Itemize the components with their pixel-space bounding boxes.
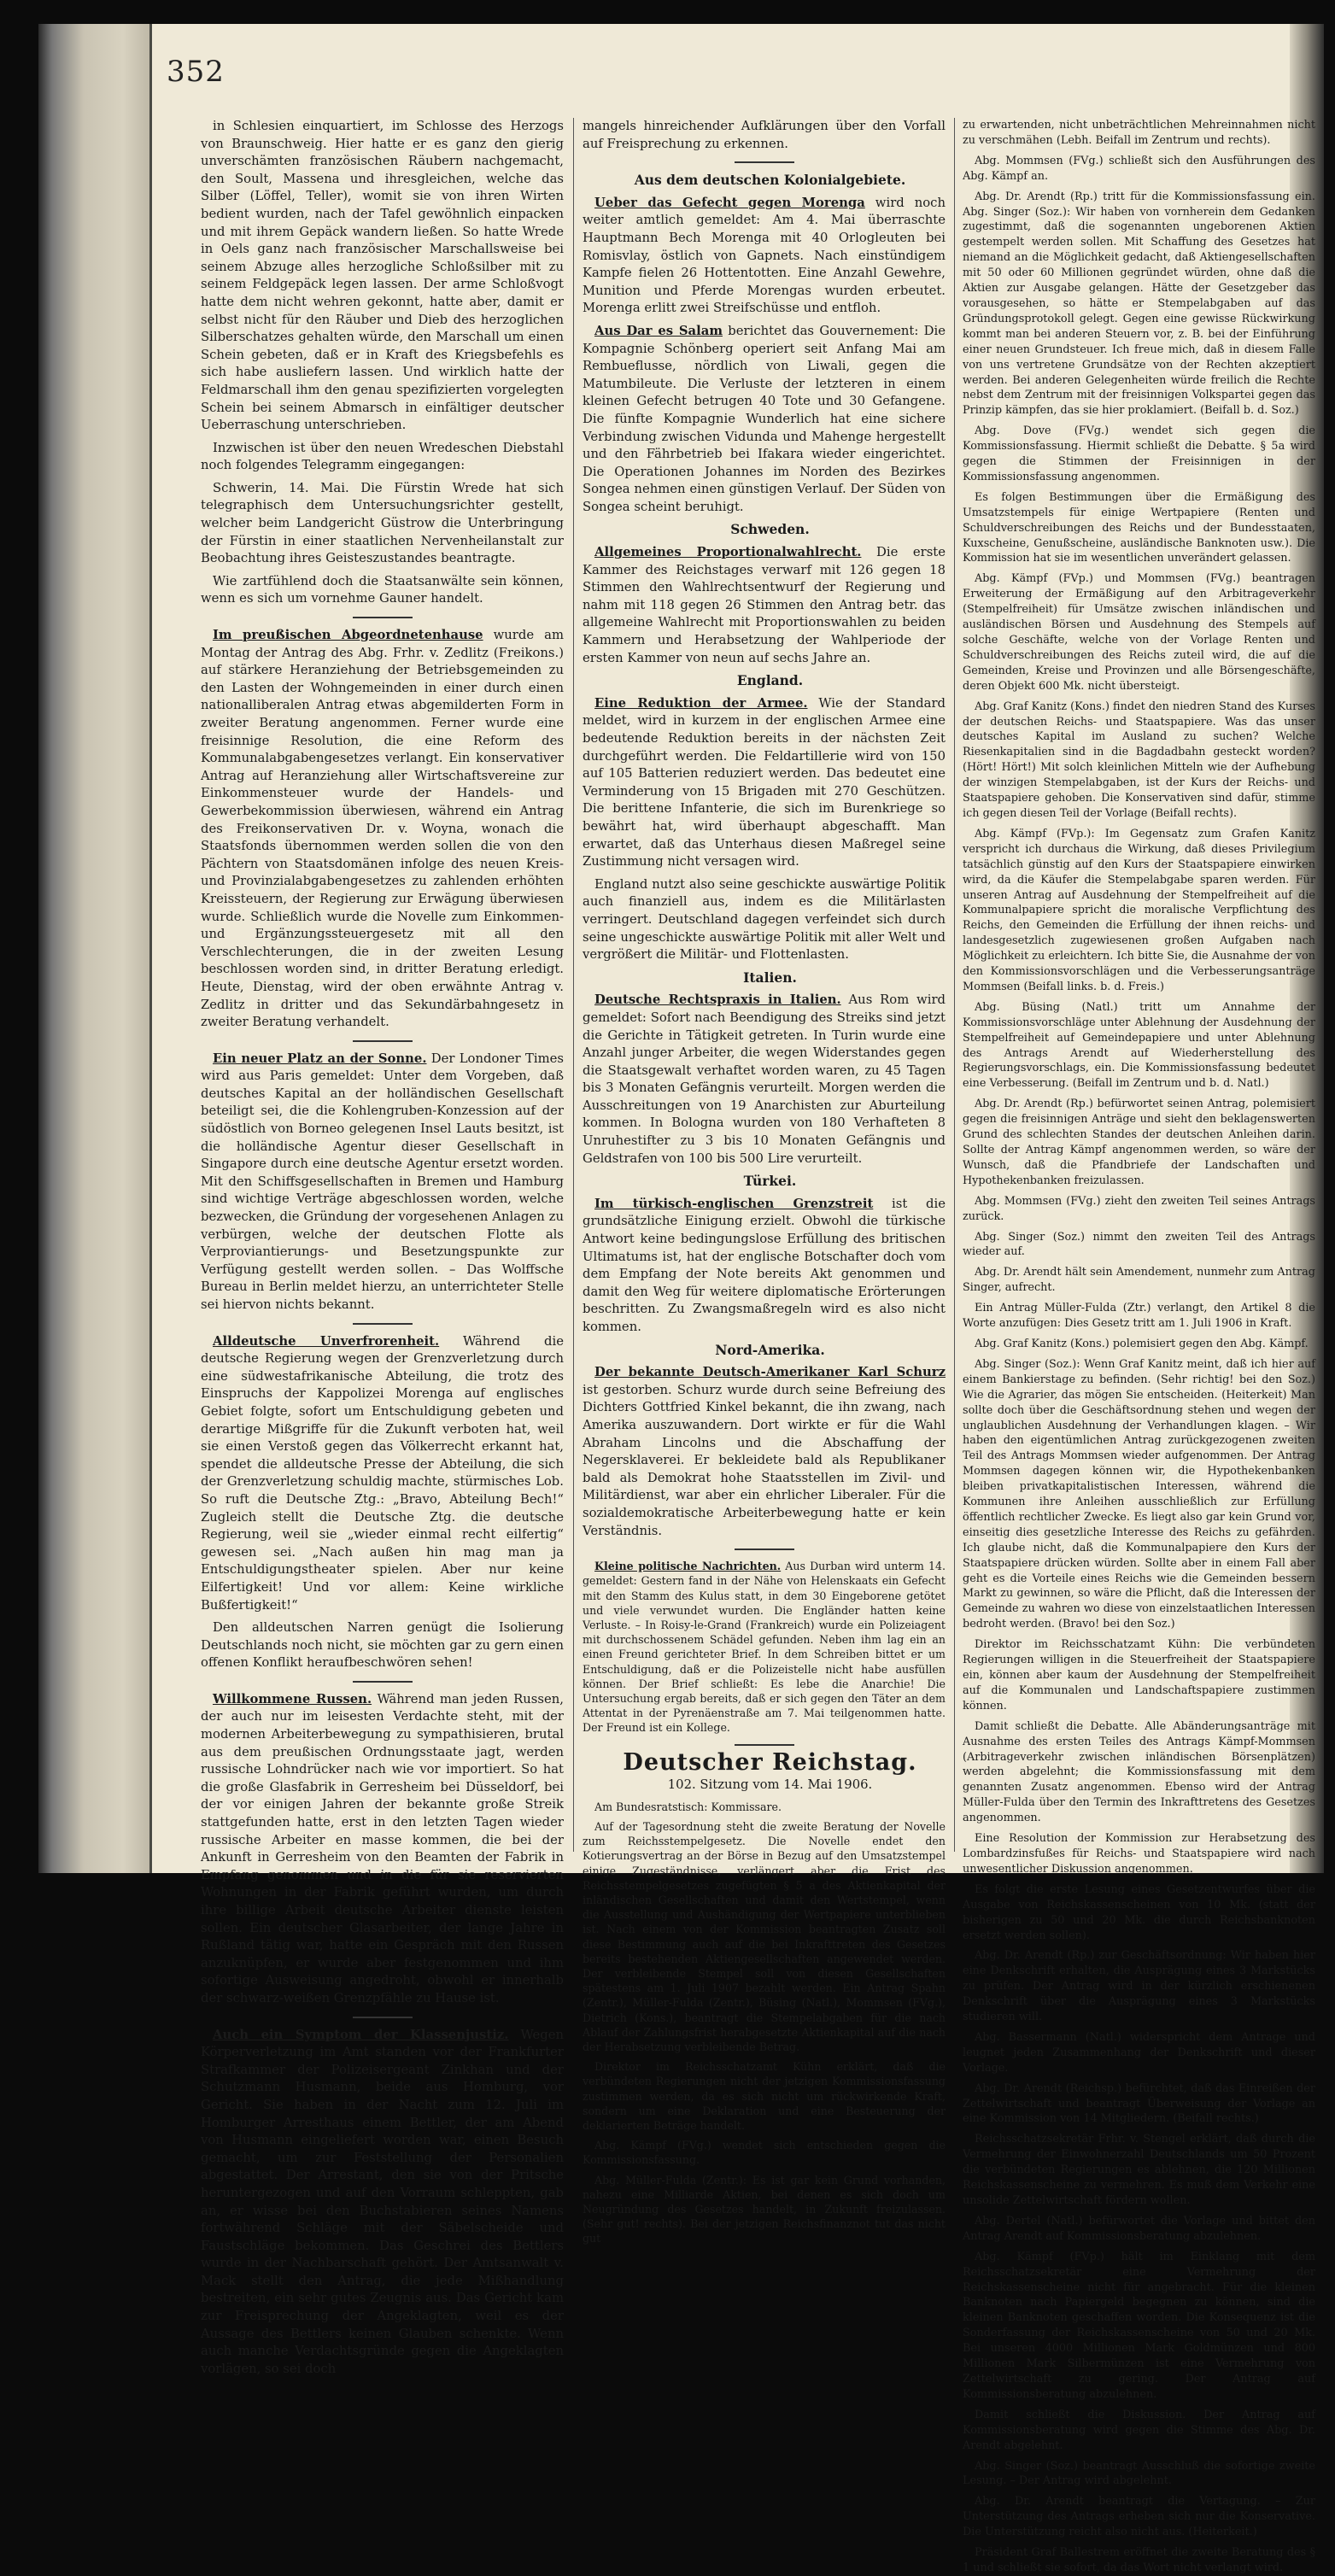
paragraph-text: Wie der Standard meldet, wird in kurzem in der englischen Armee eine bedeutende Reduktion bereits in der nächsten Zeit durchgeführt werden. Die Feldartillerie wird von 150 auf 105 Batterien reduziert werden. Das bedeutet eine Verminderung von 15 Brigaden mit 270 Geschützen. Die berittene Infanterie, die sich im Burenkriege so bewährt hat, wird überhaupt abgeschafft. Man erwartet, daß das Unterhaus diesen Maßregel seine Zustimmung nicht versagen wird.	[583, 695, 946, 869]
page-edge-line	[149, 24, 152, 1873]
article-paragraph	[963, 1831, 1315, 1877]
article-paragraph	[583, 1800, 946, 1814]
article-paragraph	[963, 1637, 1315, 1714]
paragraph-text: ist die grundsätzliche Einigung erzielt. Obwohl die türkische Antwort keine bedingungslose Erfüllung des britischen Ultimatums ist, hat der englische Botschafter doch vom dem Empfang der Note bereits Akt genommen und damit den Weg für weitere diplomatische Erörterungen beschritten. Zu Zwangsmaßregeln wird es also nicht kommen.	[583, 1196, 946, 1334]
paragraph-text: Während man jeden Russen, der auch nur im leisesten Verdachte steht, mit der modernen Arbeiterbewegung zu sympathisieren, brutal aus dem preußischen Ordnungsstaate jagt, werden russische Lohndrücker nach wie vor importiert. So hat die große Glasfabrik in Gerresheim bei Düsseldorf, bei der vor einigen Jahren der bekannte große Streik stattgefunden hatte, erst in den letzten Tagen wieder russische Arbeiter en masse kommen, die bei der Ankunft in Gerresheim von den Beamten der Fabrik in Empfang genommen und in die für sie reservierten Wohnungen in der Fabrik geführt wurden, um durch ihre billige Arbeit deutsche Arbeiter dienste leisten sollen. Ein deutscher Glasarbeiter, der lange Jahre in Rußland tätig war, hatte ein Gespräch mit den Russen anzuknüpfen, er wurde aber festgenommen und ihm sofortige Ausweisung angedroht, obwohl er innerhalb der schwarz-weißen Grenzpfähle zu Hause ist.	[201, 1691, 564, 2005]
paragraph-text: mangels hinreichender Aufklärungen über den Vorfall auf Freisprechung zu erkennen.	[583, 119, 946, 151]
paragraph-text: Abg. Singer (Soz.) nimmt den zweiten Teil des Antrags wieder auf.	[963, 1230, 1315, 1259]
paragraph-text: Die erste Kammer des Reichstages verwarf mit 126 gegen 18 Stimmen den Wahlrechtsentwurf der Regierung und nahm mit 118 gegen 26 Stimmen den Antrag betr. das allgemeine Wahlrecht mit Proportionswahlen zu beiden Kammern und Herabsetzung der Wahlperiode der ersten Kammer von neun auf sechs Jahre an.	[583, 545, 946, 665]
article-paragraph	[963, 2494, 1315, 2540]
paragraph-text: Wie zartfühlend doch die Staatsanwälte sein können, wenn es sich um vornehme Gauner handelt.	[201, 573, 564, 606]
section-separator	[353, 1681, 413, 1683]
article-paragraph	[963, 424, 1315, 485]
paragraph-text: Abg. Dr. Arendt hält sein Amendement, nunmehr zum Antrag Singer, aufrecht.	[963, 1266, 1315, 1295]
paragraph-text: Abg. Kämpf (FVg.) wendet sich entschieden gegen die Kommissionsfassung.	[583, 2139, 946, 2167]
paragraph-text: Abg. Mommsen (FVg.) schließt sich den Ausführungen des Abg. Kämpf an.	[963, 154, 1315, 183]
paragraph-text: wird noch weiter amtlich gemeldet: Am 4. Mai überraschte Hauptmann Bech Morenga mit 40 Orlogleuten bei Romisvlay, östlich von Gapnets. Nach einstündigem Kampfe fielen 26 Hottentotten. Eine Anzahl Gewehre, Munition und Pferde Morengas wurden erbeutet. Morenga erlitt zwei Streifschüsse und entfloh.	[583, 195, 946, 316]
section-separator	[353, 1040, 413, 1042]
section-separator	[353, 2017, 413, 2018]
article-paragraph	[583, 2173, 946, 2246]
article-headline: Ein neuer Platz an der Sonne.	[213, 1051, 427, 1066]
section-heading: Italien.	[743, 969, 797, 986]
article-paragraph	[201, 573, 564, 608]
paragraph-text: Abg. Singer (Soz.) beantragt Ausschluß die sofortige zweite Lesung. – Der Antrag wird abgelehnt.	[963, 2459, 1315, 2488]
paragraph-text: Den alldeutschen Narren genügt die Isolierung Deutschlands noch nicht, sie möchten gar zu gern einen offenen Konflikt heraufbeschwören sehen!	[201, 1620, 564, 1671]
page-number: 352	[167, 55, 225, 89]
column-2	[583, 118, 946, 2245]
article-paragraph	[201, 440, 564, 475]
book-spine-shadow	[38, 24, 151, 1873]
article-paragraph	[963, 2545, 1315, 2576]
article-paragraph	[963, 190, 1315, 419]
article-headline: Willkommene Russen.	[213, 1691, 372, 1707]
article-paragraph	[963, 1265, 1315, 1296]
article-headline: Eine Reduktion der Armee.	[594, 695, 808, 711]
article-paragraph	[963, 1719, 1315, 1826]
paragraph-text: Abg. Bassermann (Natl.) widerspricht dem Antrage und leugnet jeden Zusammenhang der Denkschrift und dieser Vorlage.	[963, 2030, 1315, 2075]
paragraph-text: Abg. Kämpf (FVp.) hält im Einklang mit dem Reichsschatzsekretär eine Vermehrung der Reichskassenscheine nicht für angebracht. Für die kleinen Banknoten nach Papiergeld begegnen zu können, sind die kleinen Banknoten geschaffen worden. Die Konsequenz ist die Sonderfassung der Reichskassenscheine von 50 und 20 Mk. Bei unseren 4000 Millionen Mark Goldmünzen und 800 Millionen Mark Silbermünzen ist eine Vermehrung von Zettelwirtschaft zu gering. Der Antrag auf Kommissionsberatung abzulehnen.	[963, 2250, 1315, 2401]
section-separator	[353, 617, 413, 618]
paragraph-text: Abg. Dr. Arendt (Rp.) befürwortet seinen Antrag, polemisiert gegen die freisinnigen Anträge und sieht den beklagenswerten Grund des schlechten Standes der deutschen Anleihen darin. Sollte der Antrag Kämpf angenommen werden, so wäre der Wunsch, daß die Pfandbriefe der Landschaften und Hypothekenbanken freizulassen.	[963, 1098, 1315, 1187]
article-paragraph	[963, 1337, 1315, 1352]
article-paragraph	[963, 1230, 1315, 1261]
newspaper-page	[38, 24, 1324, 2574]
column-1	[201, 118, 564, 2376]
article-paragraph	[583, 2059, 946, 2133]
article-paragraph	[201, 627, 564, 1032]
paragraph-text: zu erwartenden, nicht unbeträchtlichen Mehreinnahmen nicht zu verschmähen (Lebh. Beifall im Zentrum und rechts).	[963, 119, 1315, 147]
article-headline: Allgemeines Proportionalwahlrecht.	[594, 545, 862, 560]
section-heading: Türkei.	[743, 1173, 797, 1190]
article-paragraph	[963, 1882, 1315, 1944]
paragraph-text: Wegen Körperverletzung im Amt standen vor der Frankfurter Strafkammer der Polizeisergeant Zinkhan und der Schutzmann Husmann, beide aus Homburg, vor Gericht. Sie haben in der Nacht zum 12. Juli im Homburger Arresthaus einem Bettler, der am Abend von Husmann eingeliefert worden war, einen Besuch gemacht, um zur Feststellung der Personalien abgestattet. Der Arrestant, den sie von der Pritsche heruntergezogen und auf den Vorraum schleppten, gab an, er wisse bei den Buchstabieren seines Namens fortwährend Schläge mit der Säbelscheide und Faustschläge bekommen. Das Geschrei des Bettlers wurde in der Nachbarschaft gehört. Der Amtsanwalt v. Mack stellt den Antrag, die jede Mißhandlung bestreiten, ein sehr gutes Zeugnis aus. Das Gericht kam zur Freisprechung der Angeklagten, weil es der Aussage des Bettlers keinen Glauben schenkte. Wenn auch manche Verdachtsgründe gegen die Angeklagten vorlägen, so sei doch	[201, 2027, 564, 2376]
section-heading: Nord-Amerika.	[715, 1341, 825, 1358]
article-paragraph	[963, 1357, 1315, 1632]
paragraph-text: Abg. Dertel (Natl.) befürwortet die Vorlage und bittet den Antrag Arendt auf Kommissionsberatung abzulehnen.	[963, 2214, 1315, 2243]
paragraph-text: Reichsschatzsekretär Frhr. v. Stengel erklärt, daß durch die Vermehrung der Einwohnerzahl Deutschlands um 50 Prozent die verbündeten Regierungen es ablehnen, die 120 Millionen Reichskassenscheine zu vermehren. Es muß dem Verkehr eine unsolide Zettelwirtschaft fördern wollen.	[963, 2133, 1315, 2207]
article-paragraph	[963, 154, 1315, 184]
paragraph-text: Abg. Graf Kanitz (Kons.) polemisiert gegen den Abg. Kämpf.	[975, 1337, 1309, 1350]
paragraph-text: Abg. Dr. Arendt beantragt die Vertagung. – Zur Unterstützung des Antrags erheben sich nur die Konservative. Die Unterstützung reicht also nicht aus. (Heiterkeit.)	[963, 2495, 1315, 2539]
paragraph-text: Aus Rom wird gemeldet: Sofort nach Beendigung des Streiks sind jetzt die Gerichte in Tätigkeit getreten. In Turin wurde eine Anzahl junger Arbeiter, die wegen Widerstandes gegen die Staatsgewalt verhaftet worden waren, zu 45 Tagen bis 3 Monaten Gefängnis verurteilt. Morgen werden die Ausschreitungen von 19 Anarchisten zur Aburteilung kommen. In Bologna wurden von 180 Verhafteten 8 Unruhestifter zu 3 bis 10 Monaten Gefängnis und Geldstrafen von 100 bis 500 Lire verurteilt.	[583, 992, 946, 1166]
paragraph-text: Es folgen Bestimmungen über die Ermäßigung des Umsatzstempels für einige Wertpapiere (Renten und Schuldverschreibungen des Reichs und der Bundesstaaten, Kuxscheine, Genußscheine, ausländische Banknoten usw.). Die Kommission hat sie im wesentlichen unverändert gelassen.	[963, 490, 1315, 565]
paragraph-text: wurde am Montag der Antrag des Abg. Frhr. v. Zedlitz (Freikons.) auf stärkere Heranziehung der Betriebsgemeinden zu den Lasten der Wohngemeinden in einer durch einen nationalliberalen Antrag etwas abgemilderten Form in zweiter Beratung angenommen. Ferner wurde eine freisinnige Resolution, die eine Reform des Kommunalabgabengesetzes verlangt. Ein konservativer Antrag auf Heranziehung aller Wirtschaftsvereine zur Einkommensteuer wurde der Handels- und Gewerbekommission überwiesen, während ein Antrag des Freikonservativen Dr. v. Woyna, wonach die Staatsfonds übernommen werden sollen die von den Pächtern von Staatsdomänen infolge des neuen Kreis- und Provinzialabgabengesetzes zu zahlenden erhöhten Kreissteuern, der Regierung zur Erwägung überwiesen wurde. Schließlich wurde die Novelle zum Einkommen- und Ergänzungssteuergesetz mit all den Verschlechterungen, die in der zweiten Lesung beschlossen worden sind, in dritter Beratung erledigt. Heute, Dienstag, wird der oben erwähnte Antrag v. Zedlitz in dritter und das Sekundärbahngesetz in zweiter Beratung verhandelt.	[201, 628, 564, 1030]
article-paragraph	[583, 2138, 946, 2167]
section-heading: England.	[736, 672, 804, 689]
article-headline: Auch ein Symptom der Klassenjustiz.	[213, 2027, 509, 2042]
reichstag-heading: Deutscher Reichstag.	[623, 1748, 917, 1776]
article-paragraph	[201, 1051, 564, 1314]
article-paragraph	[963, 2081, 1315, 2128]
paragraph-text: Abg. Singer (Soz.): Wenn Graf Kanitz meint, daß ich hier auf einem Bankierstage zu befinden. (Sehr richtig! bei den Soz.) Wie die Agrarier, das mögen Sie entscheiden. (Heiterkeit) Man sollte doch über die Geschäftsordnung stehen und wegen der unglaublichen Ausdehnung der Verhandlungen klagen. – Wir haben den eigentümlichen Antrag zurückgezogenen zweiten Teil des Antrags Mommsen wieder aufgenommen. Der Antrag Mommsen dagegen können wir, die Hypothekenbanken bleiben privatkapitalistischen Interessen, während die Kommunen ihre Anleihen ausschließlich zur Erfüllung öffentlich rechtlicher Zwecke. Es liegt also gar kein Grund vor, einseitig dies gesetzliche Interesse des Reichs zu gefährden. Ich glaube nicht, daß die Kommunalpapiere den Kurs der Staatspapiere drücken würden. Sollte aber in einem Fall aber geht es die Vorteile eines Reichs wie die Gemeinden bessern Markt zu gewinnen, so wäre die Pflicht, daß die Interessen der Gemeinde zu wahren wo diese von einzelstaatlichen Interessen bedroht werden. (Bravo! bei den Soz.)	[963, 1357, 1315, 1631]
column-rule	[573, 118, 574, 1852]
article-paragraph	[201, 118, 564, 435]
article-paragraph	[583, 118, 946, 153]
article-paragraph	[201, 1619, 564, 1672]
paragraph-text: Direktor im Reichsschatzamt Kühn erklärt, daß die verbündeten Regierungen nicht der jetzigen Kommissionsfassung zustimmen werden, da es sich nicht um rückwirkende Kraft, sondern um eine Deklaration und eine Besteuerung der deklarierten Beträge handelt.	[583, 2060, 946, 2133]
paragraph-text: Abg. Graf Kanitz (Kons.) findet den niedren Stand des Kurses der deutschen Reichs- und Staatspapiere. Was das unser deutsches Kapital im Ausland zu suchen? Welche Riesenkapitalien sind in die Bagdadbahn gesteckt worden? (Hört! Hört!) Mit solch kleinlichen Mitteln wie der Aufhebung der winzigen Stempelabgaben, ist der Kurs der Reichs- und Staatspapiere gehoben. Die Konservativen sind dafür, stimme ich gegen diesen Teil der Vorlage (Beifall rechts).	[963, 700, 1315, 820]
article-paragraph	[201, 2027, 564, 2379]
article-paragraph	[583, 1559, 946, 1735]
article-paragraph	[963, 827, 1315, 995]
paragraph-text: Abg. Dr. Arendt (Rp.) zur Geschäftsordnung: Wir haben hier eine Denkschrift erhalten, die Ausprägung eines 3 Markstücks zu prüfen. Der Antrag wird in der kürzlich erschienenen Denkschrift über die Ausprägung eines 3 Markstücks studieren will.	[963, 1949, 1315, 2024]
paragraph-text: Abg. Büsing (Natl.) tritt um Annahme der Kommissionsvorschläge unter Ablehnung der Ausdehnung der Stempelfreiheit auf Gemeindepapiere und unter Ablehnung des Antrags Arendt auf Wiederherstellung des Regierungsvorschlags, ein. Die Kommissionsfassung bedeutet eine Verbesserung. (Beifall im Zentrum und b. d. Natl.)	[963, 1000, 1315, 1091]
article-paragraph	[583, 1819, 946, 2054]
paragraph-text: Eine Resolution der Kommission zur Herabsetzung des Lombardzinsfußes für Reichs- und Staatspapiere wird nach unwesentlicher Diskussion angenommen.	[963, 1832, 1315, 1876]
article-paragraph	[963, 1000, 1315, 1092]
paragraph-text: Damit schließt die Debatte. Alle Abänderungsanträge mit Ausnahme des ersten Teiles des Antrags Kämpf-Mommsen (Arbitrageverkehr zwischen inländischen Börsenplätzen) werden abgelehnt; die Kommissionsfassung mit dem genannten Zusatz angenommen. Ebenso wird der Antrag Müller-Fulda über den Termin des Inkrafttretens des Gesetzes angenommen.	[963, 1719, 1315, 1825]
article-paragraph	[583, 876, 946, 964]
paragraph-text: Abg. Dr. Arendt (Rp.) tritt für die Kommissionsfassung ein. Abg. Singer (Soz.): Wir haben von vornherein dem Gedanken zugestimmt, daß die sogenannten ungeborenen Aktien gestempelt werden sollen. Mit Schaffung des Gesetzes hat niemand an die Möglichkeit gedacht, daß Aktiengesellschaften mit 50 oder 60 Millionen gegründet würden, ohne daß die Aktien zur Ausgabe gelangen. Hätte der Gesetzgeber das vorausgesehen, so hätte er Stempelabgaben auf das Gründungsprotokoll gelegt. Gegen eine gewisse Rückwirkung kommt man bei anderen Steuern vor, z. B. bei der Einführung einer neuen Grundsteuer. Ich freue mich, daß in diesem Falle von uns vertretene Grundsätze von der Rechten akzeptiert werden. Bei anderen Gelegenheiten würde freilich die Rechte nebst dem Zentrum mit der freisinnigen Volkspartei gegen das Prinzip kämpfen, das sie hier proklamiert. (Beifall b. d. Soz.)	[963, 190, 1315, 418]
article-paragraph	[963, 1301, 1315, 1332]
paragraph-text: berichtet das Gouvernement: Die Kompagnie Schönberg operiert seit Anfang Mai am Rembueflusse, nördlich von Liwali, gegen die Matumbileute. Die Verluste der letzteren in einem kleinen Gefecht betrugen 40 Tote und 30 Gefangene. Die fünfte Kompagnie Wunderlich hat eine sichere Verbindung zwischen Vidunda und Mahenge hergestellt und den Fährbetrieb bei Ifakara wieder eingerichtet. Die Operationen Johannes im Norden des Bezirkes Songea nehmen einen günstigen Verlauf. Der Süden von Songea scheint beruhigt.	[583, 323, 946, 514]
article-paragraph	[963, 2214, 1315, 2245]
paragraph-text: Abg. Mommsen (FVg.) zieht den zweiten Teil seines Antrags zurück.	[963, 1194, 1315, 1223]
paragraph-text: Während die deutsche Regierung wegen der Grenzverletzung durch eine südwestafrikanische Abteilung, die trotz des Einspruchs der Kappolizei Morenga auf englisches Gebiet folgte, sofort um Entschuldigung gebeten und derartige Mißgriffe für die Zukunft verboten hat, weil sie einen Verstoß gegen das Völkerrecht erkannt hat, spendet die alldeutsche Presse der Abteilung, die sich der Grenzverletzung schuldig machte, stürmisches Lob. So ruft die Deutsche Ztg.: „Bravo, Abteilung Bech!“ Zugleich stellt die Deutsche Ztg. die deutsche Regierung, weil sie „wieder einmal recht eilfertig“ gewesen sei. „Nach außen hin mag man ja Entschuldigungstheater spielen. Aber nur keine Eilfertigkeit! Und vor allem: Keine wirkliche Bußfertigkeit!“	[201, 1333, 564, 1613]
article-headline: Der bekannte Deutsch-Amerikaner Karl Schurz	[594, 1365, 946, 1380]
section-separator	[735, 1744, 794, 1746]
paragraph-text: Abg. Kämpf (FVp.): Im Gegensatz zum Grafen Kanitz verspricht ich durchaus die Wirkung, daß dieses Privilegium tatsächlich günstig auf den Kurs der Staatspapiere einwirken wird, da die Käufer die Stempelabgabe sparen werden. Für unseren Antrag auf Ausdehnung der Stempelfreiheit auf die Kommunalpapiere spricht die moralische Verpflichtung des Reichs, den Gemeinden die Erfüllung der ihnen reichs- und landesgesetzlich zugewiesenen großen Aufgaben nach Möglichkeit zu erleichtern. Ich bitte Sie, die Ausnahme der von den Kommissionsvorschlägen und die Verbesserungsanträge Mommsen (Beifall links. b. d. Freis.)	[963, 827, 1315, 993]
paragraph-text: Ein Antrag Müller-Fulda (Ztr.) verlangt, den Artikel 8 die Worte anzufügen: Dies Gesetz tritt am 1. Juli 1906 in Kraft.	[963, 1302, 1315, 1331]
paragraph-text: Abg. Dove (FVg.) wendet sich gegen die Kommissionsfassung. Hiermit schließt die Debatte. § 5a wird gegen die Stimmen der Freisinnigen in der Kommissionsfassung angenommen.	[963, 424, 1315, 483]
article-headline: Im preußischen Abgeordnetenhause	[213, 628, 483, 643]
article-paragraph	[963, 1948, 1315, 2025]
article-paragraph	[201, 1333, 564, 1615]
section-separator	[735, 1549, 794, 1550]
column-3	[963, 118, 1315, 2574]
section-separator	[353, 1323, 413, 1325]
section-heading: Aus dem deutschen Kolonialgebiete.	[634, 172, 906, 189]
paragraph-text: Am Bundesratstisch: Kommissare.	[594, 1800, 782, 1813]
article-paragraph	[583, 1196, 946, 1337]
paragraph-text: Schwerin, 14. Mai. Die Fürstin Wrede hat sich telegraphisch dem Untersuchungsrichter gestellt, welcher beim Landgericht Güstrow die Unterbringung der Fürstin in einer staatlichen Nervenheilanstalt zur Beobachtung ihres Geisteszustandes beantragte.	[201, 480, 564, 566]
paragraph-text: Direktor im Reichsschatzamt Kühn: Die verbündeten Regierungen willigen in die Steuerfreiheit der Staatspapiere ein, können aber kaum der Ausdehnung der Stempelfreiheit auf die Kommunalen und Landschaftspapiere zustimmen können.	[963, 1638, 1315, 1712]
article-paragraph	[583, 195, 946, 318]
column-rule	[954, 118, 955, 1852]
article-paragraph	[963, 571, 1315, 694]
session-subtitle: 102. Sitzung vom 14. Mai 1906.	[667, 1777, 873, 1793]
paragraph-text: Abg. Müller-Fulda (Zentr.): Es ist gar kein Grund vorhanden, nahezu eine Milliarde Aktien, bei denen es sich doch um Neugründung des Gesetzes handelt, in Zukunft freizulassen. (Sehr gut! rechts). Bei der jetzigen Reichsfinanznot tut das nicht gut	[583, 2173, 946, 2245]
paragraph-text: Inzwischen ist über den neuen Wredeschen Diebstahl noch folgendes Telegramm eingegangen:	[201, 440, 564, 473]
article-headline: Im türkisch-englischen Grenzstreit	[594, 1196, 874, 1211]
paragraph-text: Abg. Dr. Arendt (Reichsp.) befürchtet, daß das Einreißen der Zettelwirtschaft und beantragt Überweisung der Vorlage an eine Kommission von 14 Mitgliedern. (Beifall rechts.)	[963, 2081, 1315, 2126]
article-paragraph	[963, 2250, 1315, 2403]
article-paragraph	[583, 544, 946, 667]
article-paragraph	[963, 700, 1315, 822]
paragraph-text: Es folgt die erste Lesung eines Gesetzentwurfes über die Ausgabe von Reichskassenscheinen von 10 Mk. (statt der bisherigen zu 50 und 20 Mk. die durch Reichsbanknoten ersetzt werden sollen).	[963, 1882, 1315, 1942]
article-paragraph	[963, 2459, 1315, 2490]
article-paragraph	[963, 1194, 1315, 1225]
paragraph-text: England nutzt also seine geschickte auswärtige Politik auch finanziell aus, indem es die Militärlasten verringert. Deutschland dagegen verfeindet sich durch seine ungeschickte auswärtige Politik mit aller Welt und vergrößert die Militär- und Flottenlasten.	[583, 876, 946, 963]
article-paragraph	[583, 323, 946, 517]
article-paragraph	[583, 1364, 946, 1540]
article-paragraph	[963, 490, 1315, 567]
article-paragraph	[583, 992, 946, 1168]
paragraph-text: Der Londoner Times wird aus Paris gemeldet: Unter dem Vorgeben, daß deutsches Kapital an der holländischen Gesellschaft beteiligt sei, die die Kohlengruben-Konzession auf der südöstlich von Borneo gelegenen Insel Lauts besitzt, ist die holländische Agentur dieser Gesellschaft in Singapore durch eine deutsche Agentur ersetzt worden. Mit den Schiffsgesellschaften in Bremen und Hamburg sind wichtige Verträge abgeschlossen worden, welche bezwecken, die Gründung der vorgesehenen Anlagen zu verbürgen, welche der deutschen Flotte als Verproviantierungs- und Besetzungspunkte zur Verfügung gestellt werden sollen. – Das Wolffsche Bureau in Berlin meldet hierzu, an unterrichteter Stelle sei hiervon nichts bekannt.	[201, 1051, 564, 1312]
paragraph-text: Auf der Tagesordnung steht die zweite Beratung der Novelle zum Reichsstempelgesetz. Die Novelle endet den Kotierungsvertrag an der Börse in Bezug auf den Umsatzstempel einige Zugeständnisse, verlängert aber die Frist des Reichsstempelgesetzes zugefügten § 5 a des Aktienkapital der inländischen Gesellschaften und damit den Wertstempel, wenn die Ausstellung und Aushändigung der Wertpapiere unterblieben ist. Nach einem von der Kommission beantragten Zusatz soll diese Bestimmung auch auf die bei Inkrafttreten des Gesetzes bereits bestehenden Aktiengesellschaften angewendet werden. Der verbleibende Stempel soll von diesen Gesellschaften spätestens am 1. Juli 1907 bezahlt werden. Ein Antrag Spahn (Zentr.), Müller-Fulda (Zentr.), Büsing (Natl.), Mommsen (FVg.), Dietrich (Kons.), beantragt die Stempelabgaben für die nach Ablauf der Zahlungsfrist herabgesetzte Aktienkapital auf die nach der Herabsetzung verbleibende Betrag.	[583, 1819, 946, 2053]
article-paragraph	[963, 2132, 1315, 2209]
section-separator	[735, 161, 794, 163]
article-headline: Kleine politische Nachrichten.	[594, 1560, 782, 1573]
article-headline: Ueber das Gefecht gegen Morenga	[594, 195, 865, 210]
paragraph-text: Damit schließt die Diskussion. Der Antrag auf Kommissionsberatung wird gegen die Stimme des Abg. Dr. Arendt abgelehnt.	[963, 2408, 1315, 2452]
article-paragraph	[583, 695, 946, 871]
article-headline: Deutsche Rechtspraxis in Italien.	[594, 992, 841, 1008]
article-headline: Aus Dar es Salam	[594, 323, 723, 338]
article-paragraph	[963, 118, 1315, 149]
article-paragraph	[201, 480, 564, 568]
paragraph-text: ist gestorben. Schurz wurde durch seine Befreiung des Dichters Gottfried Kinkel bekannt, die ihn zwang, nach Amerika auszuwandern. Dort wirkte er für die Wahl Abraham Lincolns und die Abschaffung der Negersklaverei. Er bekleidete bald als Republikaner bald als Demokrat hohe Staatsstellen im Zivil- und Militärdienst, war aber ein ehrlicher Liberaler. Für die sozialdemokratische Arbeiterbewegung hatte er kein Verständnis.	[583, 1382, 946, 1538]
paragraph-text: Präsident Graf Ballestrem eröffnet die zweite Beratung des § 1 und schließt sie sofort, da das Wort nicht verlangt wird.	[963, 2546, 1315, 2574]
article-paragraph	[201, 1691, 564, 2008]
paragraph-text: Abg. Kämpf (FVp.) und Mommsen (FVg.) beantragen Erweiterung der Ermäßigung auf den Arbitrageverkehr (Stempelfreiheit) für Umsätze zwischen inländischen und ausländischen Börsen und Ausdehnung des Stempels auf solche Geschäfte, welche von der Vorlage Renten und Schuldverschreibungen des Reichs zuteil wird, die auf die Gemeinden, Kreise und Provinzen und alle Börsengeschäfte, deren Objekt 600 Mk. nicht übersteigt.	[963, 572, 1315, 693]
article-headline: Alldeutsche Unverfrorenheit.	[213, 1333, 440, 1349]
article-paragraph	[963, 2408, 1315, 2454]
section-heading: Schweden.	[730, 521, 810, 538]
article-paragraph	[963, 2030, 1315, 2076]
paragraph-text: in Schlesien einquartiert, im Schlosse des Herzogs von Braunschweig. Hier hatte er es ganz den gierig unverschämten französischen Räubern nachgemacht, den Soult, Massena und ihresgleichen, welche das Silber (Löffel, Teller), womit sie von ihren Wirten bedient wurden, nach der Tafel gewöhnlich einpacken und mit ihrem Gepäck wandern ließen. So hatte Wrede in Oels ganz nach französischer Marschallsweise bei seinem Abzuge alles herzogliche Schloßsilber mit zu seinem Feldgepäck legen lassen. Der arme Schloßvogt hatte dem nicht wehren gekonnt, hatte aber, damit er selbst nicht für den Räuber und Dieb des herzoglichen Silberschatzes gehalten würde, den Marschall um einen Schein gebeten, daß er in Kraft des Kriegsbefehls es sich habe ausliefern lassen. Und wirklich hatte der Feldmarschall ihm den genau spezifizierten vorgelegten Schein bei seinem Abmarsch in einfältiger deutscher Ueberraschung unterschrieben.	[201, 119, 564, 433]
article-paragraph	[963, 1097, 1315, 1188]
paragraph-text: Aus Durban wird unterm 14. gemeldet: Gestern fand in der Nähe von Helenskaats ein Gefecht mit den Stamm des Kulus statt, in dem 30 Eingeborene getötet und viele verwundet wurden. Die Engländer hatten keine Verluste. – In Roisy-le-Grand (Frankreich) wurde ein Polizeiagent mit durchschossenem Schädel gefunden. Neben ihm lag ein an einen Freund gerichteter Brief. In dem Schreiben bittet er um Entschuldigung, daß er die Polizeistelle nicht habe ausfüllen können. Der Brief schließt: Es lebe die Anarchie! Die Untersuchung ergab bereits, daß er sich gegen den Täter an dem Attentat in der Pyrenäenstraße am 7. Mai teilgenommen hatte. Der Freund ist ein Kollege.	[583, 1560, 946, 1735]
